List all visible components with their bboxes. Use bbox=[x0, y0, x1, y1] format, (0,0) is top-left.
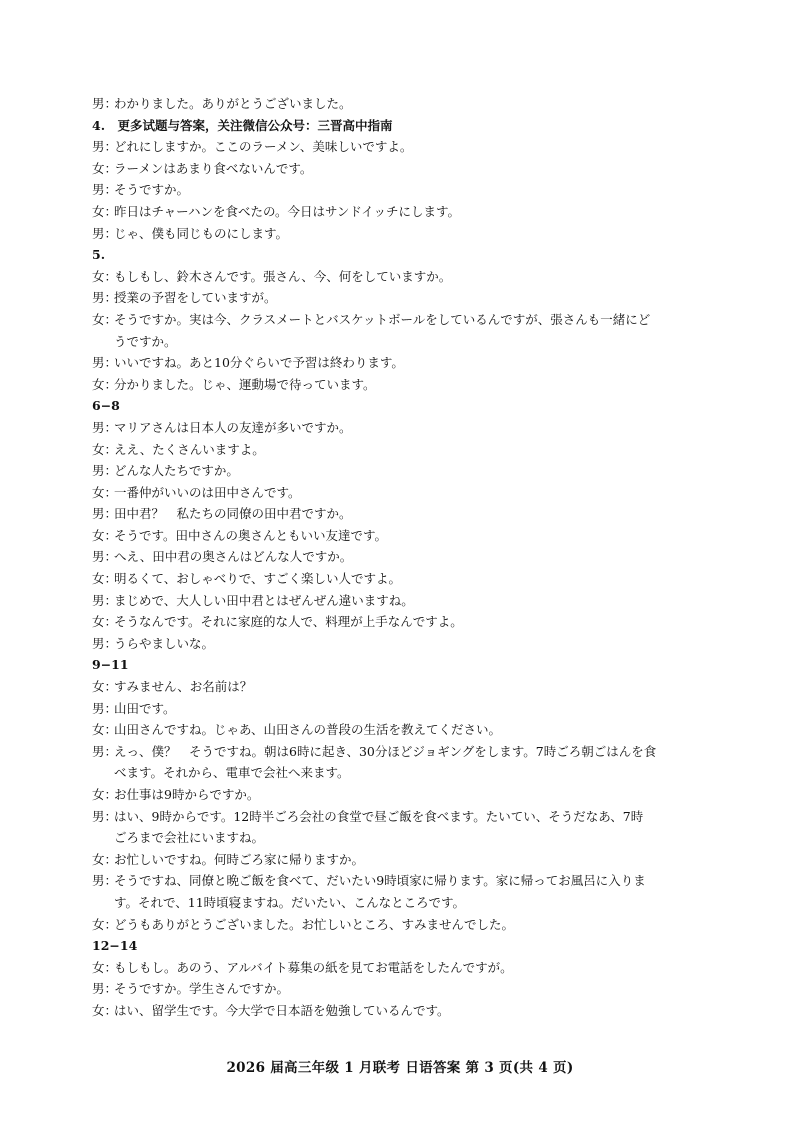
dialogue-line bbox=[92, 784, 714, 806]
dialogue-line bbox=[92, 460, 714, 482]
dialogue-line bbox=[92, 287, 714, 309]
dialogue-line bbox=[92, 914, 714, 936]
dialogue-continuation: うですか。 bbox=[114, 333, 177, 349]
dialogue-text: えっ、僕？ そうですね。朝は6時に起き、30分ほどジョギングをします。7時ごろ朝ごはんを食 bbox=[114, 743, 657, 759]
speaker-label: 女： bbox=[92, 527, 118, 543]
dialogue-continuation: す。それで、11時頃寝ますね。だいたい、こんなところです。 bbox=[114, 894, 466, 910]
dialogue-text: ラーメンはあまり食べないんです。 bbox=[114, 160, 313, 176]
speaker-label: 男： bbox=[92, 290, 118, 306]
dialogue-text: そうですか。学生さんですか。 bbox=[114, 981, 290, 997]
dialogue-line bbox=[92, 266, 714, 288]
dialogue-text: 昨日はチャーハンを食べたの。今日はサンドイッチにします。 bbox=[114, 203, 461, 219]
speaker-label: 男： bbox=[92, 700, 118, 716]
section-heading: 5. bbox=[92, 247, 106, 263]
dialogue-line bbox=[92, 482, 714, 504]
dialogue-text: そうですね、同僚と晩ご飯を食べて、だいたい9時頃家に帰ります。家に帰ってお風呂に入りま bbox=[114, 873, 646, 889]
dialogue-line bbox=[92, 978, 714, 1000]
dialogue-text: 授業の予習をしていますが。 bbox=[114, 290, 277, 306]
speaker-label: 男： bbox=[92, 506, 118, 522]
dialogue-line bbox=[92, 201, 714, 223]
speaker-label: 女： bbox=[92, 787, 118, 802]
dialogue-line bbox=[92, 525, 714, 547]
speaker-label: 女： bbox=[92, 722, 118, 738]
speaker-label: 女： bbox=[92, 160, 118, 176]
dialogue-line bbox=[92, 741, 714, 784]
dialogue-text: いいですね。あと10分ぐらいで予習は終わります。 bbox=[114, 355, 404, 371]
dialogue-text: へえ、田中君の奥さんはどんな人ですか。 bbox=[114, 549, 353, 565]
dialogue-line bbox=[92, 849, 714, 871]
dialogue-continuation: ごろまで会社にいますね。 bbox=[114, 830, 265, 846]
dialogue-line bbox=[92, 352, 714, 374]
speaker-label: 男： bbox=[92, 96, 118, 111]
dialogue-line bbox=[92, 1000, 714, 1022]
section-heading: 4. 更多试题与答案，关注微信公众号：三晋高中指南 bbox=[92, 117, 393, 133]
speaker-label: 男： bbox=[92, 419, 118, 435]
dialogue-line bbox=[92, 309, 714, 352]
speaker-label: 男： bbox=[92, 873, 118, 889]
speaker-label: 男： bbox=[92, 463, 118, 479]
speaker-label: 女： bbox=[92, 376, 118, 392]
dialogue-text: 山田さんですね。じゃあ、山田さんの普段の生活を教えてください。 bbox=[114, 722, 502, 738]
dialogue-line bbox=[92, 417, 714, 439]
dialogue-text: ええ、たくさんいますよ。 bbox=[114, 441, 265, 457]
dialogue-text: そうなんです。それに家庭的な人で、料理が上手なんですよ。 bbox=[114, 614, 463, 630]
dialogue-text: 山田です。 bbox=[114, 700, 176, 716]
dialogue-text: そうです。田中さんの奥さんともいい友達です。 bbox=[114, 527, 388, 543]
dialogue-text: もしもし、鈴木さんです。張さん、今、何をしていますか。 bbox=[114, 268, 452, 284]
section-heading: 9−11 bbox=[92, 657, 129, 673]
dialogue-line bbox=[92, 179, 714, 201]
dialogue-line bbox=[92, 158, 714, 180]
speaker-label: 男： bbox=[92, 182, 118, 198]
dialogue-text: 明るくて、おしゃべりで、すごく楽しい人ですよ。 bbox=[114, 571, 402, 587]
speaker-label: 女： bbox=[92, 484, 118, 500]
dialogue-line bbox=[92, 806, 714, 849]
speaker-label: 男： bbox=[92, 981, 118, 997]
dialogue-line bbox=[92, 719, 714, 741]
dialogue-text: すみません、お名前は？ bbox=[114, 679, 253, 695]
dialogue-line bbox=[92, 957, 714, 979]
dialogue-text: うらやましいな。 bbox=[114, 635, 215, 651]
dialogue-line bbox=[92, 698, 714, 720]
dialogue-text: どうもありがとうございました。お忙しいところ、すみませんでした。 bbox=[114, 916, 515, 932]
dialogue-text: 一番仲がいいのは田中さんです。 bbox=[114, 484, 301, 500]
dialogue-text: そうですか。実は今、クラスメートとバスケットボールをしているんですが、張さんも一緒にど bbox=[114, 311, 651, 327]
speaker-label: 男： bbox=[92, 139, 118, 155]
dialogue-line bbox=[92, 223, 714, 245]
speaker-label: 男： bbox=[92, 592, 118, 608]
speaker-label: 男： bbox=[92, 549, 118, 565]
dialogue-line bbox=[92, 136, 714, 158]
section-heading: 12−14 bbox=[92, 938, 138, 954]
section-heading: 6−8 bbox=[92, 398, 120, 414]
speaker-label: 女： bbox=[92, 268, 118, 284]
dialogue-line bbox=[92, 870, 714, 913]
speaker-label: 男： bbox=[92, 225, 118, 241]
speaker-label: 男： bbox=[92, 743, 118, 759]
transcript-body bbox=[92, 93, 714, 1022]
dialogue-text: どんな人たちですか。 bbox=[114, 463, 239, 479]
dialogue-line bbox=[92, 439, 714, 461]
speaker-label: 女： bbox=[92, 571, 118, 587]
speaker-label: 女： bbox=[92, 916, 118, 932]
dialogue-line bbox=[92, 546, 714, 568]
dialogue-text: じゃ、僕も同じものにします。 bbox=[114, 225, 289, 241]
speaker-label: 男： bbox=[92, 635, 118, 651]
dialogue-text: お忙しいですね。何時ごろ家に帰りますか。 bbox=[114, 851, 365, 867]
dialogue-text: まじめで、大人しい田中君とはぜんぜん違いますね。 bbox=[114, 592, 414, 608]
speaker-label: 女： bbox=[92, 614, 118, 630]
speaker-label: 女： bbox=[92, 311, 118, 327]
dialogue-text: もしもし。あのう、アルバイト募集の紙を見てお電話をしたんですが。 bbox=[114, 959, 513, 975]
dialogue-line bbox=[92, 503, 714, 525]
speaker-label: 女： bbox=[92, 1002, 118, 1018]
dialogue-text: 田中君？ 私たちの同僚の田中君ですか。 bbox=[114, 506, 352, 522]
dialogue-continuation: べます。それから、電車で会社へ来ます。 bbox=[114, 765, 350, 781]
speaker-label: 男： bbox=[92, 808, 118, 824]
dialogue-text: マリアさんは日本人の友達が多いですか。 bbox=[114, 419, 352, 435]
dialogue-line bbox=[92, 676, 714, 698]
dialogue-line bbox=[92, 590, 714, 612]
dialogue-line bbox=[92, 374, 714, 396]
dialogue-line bbox=[92, 611, 714, 633]
dialogue-text: お仕事は9時からですか。 bbox=[114, 787, 260, 802]
speaker-label: 男： bbox=[92, 355, 118, 371]
dialogue-line bbox=[92, 568, 714, 590]
dialogue-text: はい、留学生です。今大学で日本語を勉強しているんです。 bbox=[114, 1002, 450, 1018]
dialogue-line bbox=[92, 633, 714, 655]
speaker-label: 女： bbox=[92, 959, 118, 975]
dialogue-text: そうですか。 bbox=[114, 182, 190, 198]
speaker-label: 女： bbox=[92, 441, 118, 457]
dialogue-text: わかりました。ありがとうございました。 bbox=[114, 96, 352, 111]
speaker-label: 女： bbox=[92, 203, 118, 219]
speaker-label: 女： bbox=[92, 679, 118, 695]
dialogue-line bbox=[92, 93, 714, 115]
dialogue-text: 分かりました。じゃ、運動場で待っています。 bbox=[114, 376, 376, 392]
page-footer: 2026 届高三年级 1 月联考 日语答案 第 3 页(共 4 页) bbox=[226, 1060, 574, 1076]
speaker-label: 女： bbox=[92, 851, 118, 867]
dialogue-text: はい、9時からです。12時半ごろ会社の食堂で昼ご飯を食べます。たいてい、そうだなあ、7時 bbox=[114, 808, 644, 824]
dialogue-text: どれにしますか。ここのラーメン、美味しいですよ。 bbox=[114, 139, 413, 155]
